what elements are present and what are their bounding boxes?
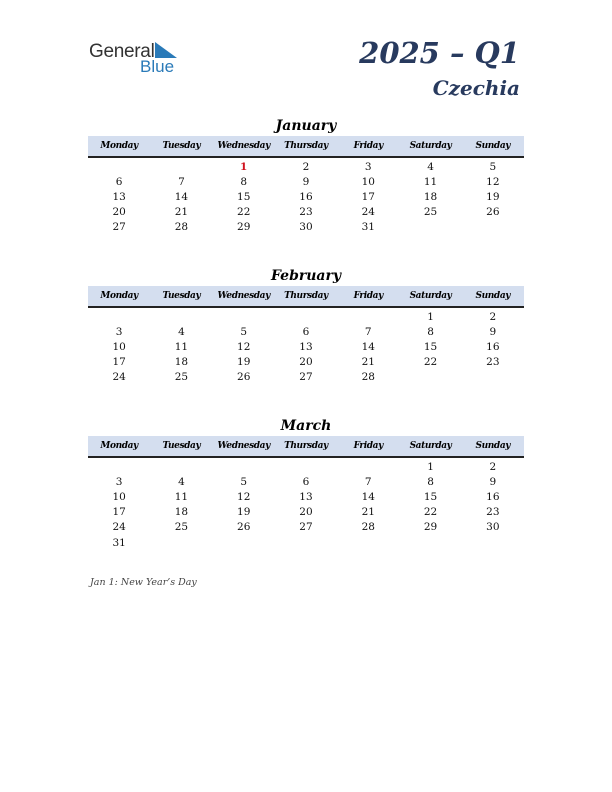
day-cell: 14 bbox=[174, 190, 189, 203]
month-title: March bbox=[280, 418, 332, 434]
day-cell: 2 bbox=[489, 460, 497, 473]
day-cell: 4 bbox=[178, 475, 185, 488]
day-cell: 12 bbox=[237, 490, 251, 503]
day-cell: 21 bbox=[174, 206, 189, 219]
day-cell: 6 bbox=[115, 175, 123, 188]
day-cell: 22 bbox=[423, 506, 438, 519]
day-cell: 1 bbox=[427, 310, 434, 323]
day-cell: 31 bbox=[112, 536, 126, 549]
day-cell: 6 bbox=[302, 475, 310, 488]
day-cell: 7 bbox=[364, 475, 372, 488]
day-cell: 28 bbox=[361, 371, 375, 384]
day-cell: 23 bbox=[486, 506, 500, 519]
day-cell: 22 bbox=[237, 206, 251, 219]
day-cell: 3 bbox=[115, 475, 123, 488]
weekday-label-saturday: Saturday bbox=[409, 291, 452, 301]
weekday-label-tuesday: Tuesday bbox=[162, 141, 201, 151]
weekday-label-friday: Friday bbox=[353, 291, 383, 301]
holiday-date: 1 bbox=[240, 160, 248, 173]
weekday-label-wednesday: Wednesday bbox=[217, 141, 270, 151]
weekday-label-thursday: Thursday bbox=[284, 291, 328, 301]
country-subtitle: Czechia bbox=[432, 76, 520, 100]
week-row bbox=[88, 489, 524, 504]
generalblue-logo bbox=[89, 40, 189, 80]
month-calendar-january bbox=[88, 116, 524, 235]
day-cell: 2 bbox=[489, 310, 497, 323]
day-cell: 19 bbox=[486, 190, 500, 203]
day-cell: 12 bbox=[237, 340, 251, 353]
month-title: February bbox=[270, 268, 341, 284]
day-cell: 27 bbox=[299, 521, 313, 534]
day-cell: 26 bbox=[237, 371, 251, 384]
weekday-label-saturday: Saturday bbox=[409, 141, 452, 151]
week-row bbox=[88, 505, 524, 520]
day-cell: 18 bbox=[174, 506, 189, 519]
week-row bbox=[88, 474, 524, 489]
day-cell: 17 bbox=[361, 190, 375, 203]
day-cell: 16 bbox=[486, 340, 500, 353]
day-cell: 24 bbox=[361, 206, 375, 219]
day-cell: 30 bbox=[486, 521, 500, 534]
logo-text-general: General bbox=[89, 41, 155, 62]
weekday-header-row bbox=[88, 286, 524, 308]
day-cell: 24 bbox=[112, 371, 126, 384]
day-cell: 13 bbox=[299, 340, 313, 353]
day-cell: 15 bbox=[237, 190, 251, 203]
day-cell: 19 bbox=[237, 356, 251, 369]
weekday-label-monday: Monday bbox=[100, 291, 138, 301]
day-cell: 18 bbox=[423, 190, 438, 203]
week-row bbox=[88, 205, 524, 220]
day-cell: 7 bbox=[364, 325, 372, 338]
week-row bbox=[88, 189, 524, 204]
week-row bbox=[88, 174, 524, 189]
weekday-label-friday: Friday bbox=[353, 141, 383, 151]
day-cell: 31 bbox=[361, 221, 375, 234]
weekday-label-thursday: Thursday bbox=[284, 441, 328, 451]
day-cell: 5 bbox=[489, 160, 497, 173]
day-cell: 29 bbox=[237, 221, 251, 234]
day-cell: 9 bbox=[489, 475, 497, 488]
week-row bbox=[88, 459, 524, 474]
day-cell: 25 bbox=[174, 371, 189, 384]
day-cell: 14 bbox=[361, 490, 375, 503]
day-cell: 28 bbox=[174, 221, 189, 234]
day-cell: 6 bbox=[302, 325, 310, 338]
day-cell: 17 bbox=[112, 506, 126, 519]
week-row bbox=[88, 535, 524, 550]
day-cell: 8 bbox=[427, 325, 434, 338]
day-cell: 1 bbox=[427, 460, 434, 473]
month-calendar-february bbox=[88, 266, 524, 385]
week-row bbox=[88, 370, 524, 385]
day-cell: 10 bbox=[361, 175, 375, 188]
week-row bbox=[88, 159, 524, 174]
week-row bbox=[88, 324, 524, 339]
week-row bbox=[88, 339, 524, 354]
day-cell: 23 bbox=[299, 206, 313, 219]
day-cell: 4 bbox=[427, 160, 434, 173]
day-cell: 3 bbox=[364, 160, 372, 173]
day-cell: 4 bbox=[178, 325, 185, 338]
weekday-label-sunday: Sunday bbox=[475, 441, 511, 451]
day-cell: 21 bbox=[361, 356, 375, 369]
weekday-header-row bbox=[88, 136, 524, 158]
day-cell: 23 bbox=[486, 356, 500, 369]
day-cell: 13 bbox=[112, 190, 126, 203]
weekday-label-sunday: Sunday bbox=[475, 141, 511, 151]
day-cell: 27 bbox=[112, 221, 126, 234]
day-cell: 15 bbox=[423, 340, 438, 353]
day-cell: 7 bbox=[178, 175, 185, 188]
day-cell: 27 bbox=[299, 371, 313, 384]
day-cell: 8 bbox=[240, 175, 248, 188]
day-cell: 30 bbox=[299, 221, 313, 234]
day-cell: 12 bbox=[486, 175, 500, 188]
week-row bbox=[88, 520, 524, 535]
day-cell: 19 bbox=[237, 506, 251, 519]
month-title: January bbox=[275, 118, 337, 134]
week-row bbox=[88, 309, 524, 324]
week-row bbox=[88, 355, 524, 370]
day-cell: 13 bbox=[299, 490, 313, 503]
day-cell: 18 bbox=[174, 356, 189, 369]
day-cell: 25 bbox=[174, 521, 189, 534]
day-cell: 20 bbox=[299, 506, 313, 519]
day-cell: 5 bbox=[240, 475, 248, 488]
day-cell: 10 bbox=[112, 340, 126, 353]
day-cell: 5 bbox=[240, 325, 248, 338]
page-title: 2025 – Q1 bbox=[359, 36, 520, 70]
day-cell: 21 bbox=[361, 506, 375, 519]
month-calendar-march bbox=[88, 416, 524, 550]
week-row bbox=[88, 220, 524, 235]
logo-text-blue: Blue bbox=[140, 57, 175, 76]
weekday-label-tuesday: Tuesday bbox=[162, 291, 201, 301]
holiday-notes: Jan 1: New Year’s Day bbox=[90, 577, 197, 588]
weekday-label-thursday: Thursday bbox=[284, 141, 328, 151]
day-cell: 8 bbox=[427, 475, 434, 488]
day-cell: 26 bbox=[486, 206, 500, 219]
day-cell: 11 bbox=[174, 340, 189, 353]
weekday-label-monday: Monday bbox=[100, 441, 138, 451]
day-cell: 20 bbox=[112, 206, 126, 219]
weekday-label-wednesday: Wednesday bbox=[217, 441, 270, 451]
day-cell: 25 bbox=[423, 206, 438, 219]
weekday-label-friday: Friday bbox=[353, 441, 383, 451]
day-cell: 3 bbox=[115, 325, 123, 338]
day-cell: 29 bbox=[423, 521, 438, 534]
weekday-label-wednesday: Wednesday bbox=[217, 291, 270, 301]
weekday-label-tuesday: Tuesday bbox=[162, 441, 201, 451]
day-cell: 2 bbox=[302, 160, 310, 173]
day-cell: 16 bbox=[486, 490, 500, 503]
day-cell: 11 bbox=[174, 490, 189, 503]
day-cell: 22 bbox=[423, 356, 438, 369]
weekday-label-sunday: Sunday bbox=[475, 291, 511, 301]
day-cell: 24 bbox=[112, 521, 126, 534]
day-cell: 16 bbox=[299, 190, 313, 203]
weekday-label-saturday: Saturday bbox=[409, 441, 452, 451]
day-cell: 9 bbox=[489, 325, 497, 338]
day-cell: 28 bbox=[361, 521, 375, 534]
day-cell: 10 bbox=[112, 490, 126, 503]
weekday-label-monday: Monday bbox=[100, 141, 138, 151]
day-cell: 9 bbox=[302, 175, 310, 188]
day-cell: 20 bbox=[299, 356, 313, 369]
day-cell: 15 bbox=[423, 490, 438, 503]
day-cell: 11 bbox=[423, 175, 438, 188]
day-cell: 26 bbox=[237, 521, 251, 534]
day-cell: 14 bbox=[361, 340, 375, 353]
day-cell: 17 bbox=[112, 356, 126, 369]
weekday-header-row bbox=[88, 436, 524, 458]
logo-triangle-icon bbox=[155, 42, 177, 58]
